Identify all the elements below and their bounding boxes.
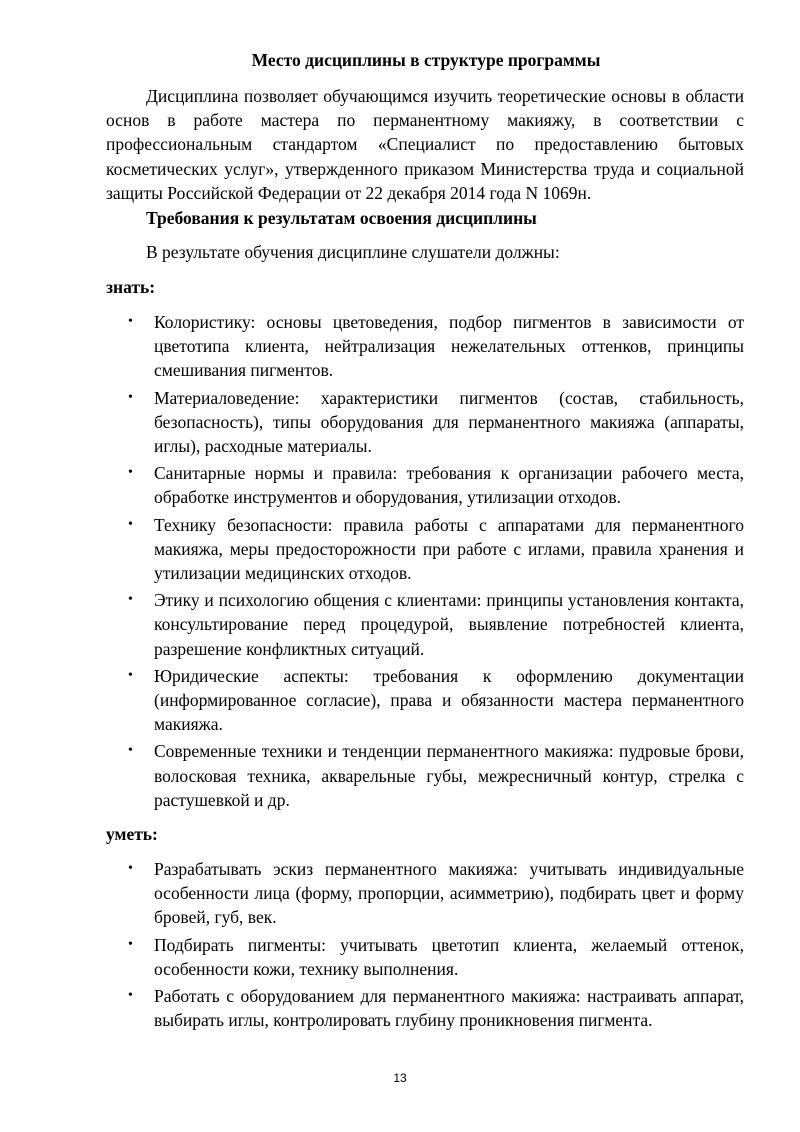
- bullet-icon: •: [128, 516, 133, 532]
- skills-label: уметь:: [106, 824, 158, 844]
- list-item: [106, 386, 744, 459]
- list-item: [106, 310, 744, 383]
- bullet-icon: •: [128, 667, 133, 683]
- list-item-text: Юридические аспекты: требования к оформлению документации (информированное согласие), права и обязанности мастера перманентного макияжа.: [154, 665, 744, 735]
- bullet-icon: •: [128, 592, 133, 608]
- list-item-text: Материаловедение: характеристики пигментов (состав, стабильность, безопасность), типы оборудования для перманентного макияжа (аппараты, иглы), расходные материалы.: [154, 387, 744, 457]
- requirements-heading: Требования к результатам освоения дисциплины: [146, 208, 537, 228]
- bullet-icon: •: [128, 988, 133, 1004]
- bullet-icon: •: [128, 743, 133, 759]
- list-item: [106, 933, 744, 981]
- bullet-icon: •: [128, 936, 133, 952]
- discipline-paragraph: Дисциплина позволяет обучающимся изучить теоретические основы в области основ в работе мастера по перманентному макияжу, в соответствии с профессиональным стандартом «Специалист по предоставлению бытовых косметических услуг», утвержденного приказом Министерства труда и социальной защиты Российской Федерации от 22 декабря 2014 года N 1069н.: [106, 86, 744, 203]
- page-number: 13: [393, 1071, 407, 1085]
- list-item-text: Современные техники и тенденции перманентного макияжа: пудровые брови, волосковая техника, акварельные губы, межресничный контур, стрелка с растушевкой и др.: [154, 741, 744, 810]
- list-item: [106, 461, 744, 509]
- section-title: Место дисциплины в структуре программы: [251, 50, 601, 70]
- list-item-text: Подбирать пигменты: учитывать цветотип клиента, желаемый оттенок, особенности кожи, технику выполнения.: [154, 934, 744, 979]
- know-label: знать:: [106, 277, 156, 297]
- bullet-icon: •: [128, 465, 133, 481]
- list-item-text: Колористику: основы цветоведения, подбор пигментов в зависимости от цветотипа клиента, нейтрализация нежелательных оттенков, принципы смешивания пигментов.: [154, 312, 744, 381]
- list-item-text: Разрабатывать эскиз перманентного макияжа: учитывать индивидуальные особенности лица (форму, пропорции, асимметрию), подбирать цвет и форму бровей, губ, век.: [154, 859, 744, 928]
- list-item-text: Этику и психологию общения с клиентами: принципы установления контакта, консультирование перед процедурой, выявление потребностей клиента, разрешение конфликтных ситуаций.: [154, 590, 744, 659]
- list-item-text: Технику безопасности: правила работы с аппаратами для перманентного макияжа, меры предосторожности при работе с иглами, правила хранения и утилизации медицинских отходов.: [154, 514, 744, 584]
- list-item-text: Санитарные нормы и правила: требования к организации рабочего места, обработке инструментов и оборудования, утилизации отходов.: [154, 463, 744, 508]
- list-item: [106, 984, 744, 1032]
- list-item: [106, 664, 744, 737]
- lead-text: В результате обучения дисциплине слушатели должны:: [146, 242, 560, 262]
- list-item: [106, 588, 744, 661]
- bullet-icon: •: [128, 314, 133, 329]
- skills-list: [106, 857, 744, 1035]
- bullet-icon: •: [128, 861, 133, 876]
- list-item: [106, 857, 744, 930]
- list-item: [106, 513, 744, 586]
- list-item: [106, 739, 744, 812]
- know-list: [106, 310, 744, 815]
- list-item-text: Работать с оборудованием для перманентного макияжа: настраивать аппарат, выбирать иглы, контролировать глубину проникновения пигмента.: [154, 986, 744, 1031]
- bullet-icon: •: [128, 389, 133, 405]
